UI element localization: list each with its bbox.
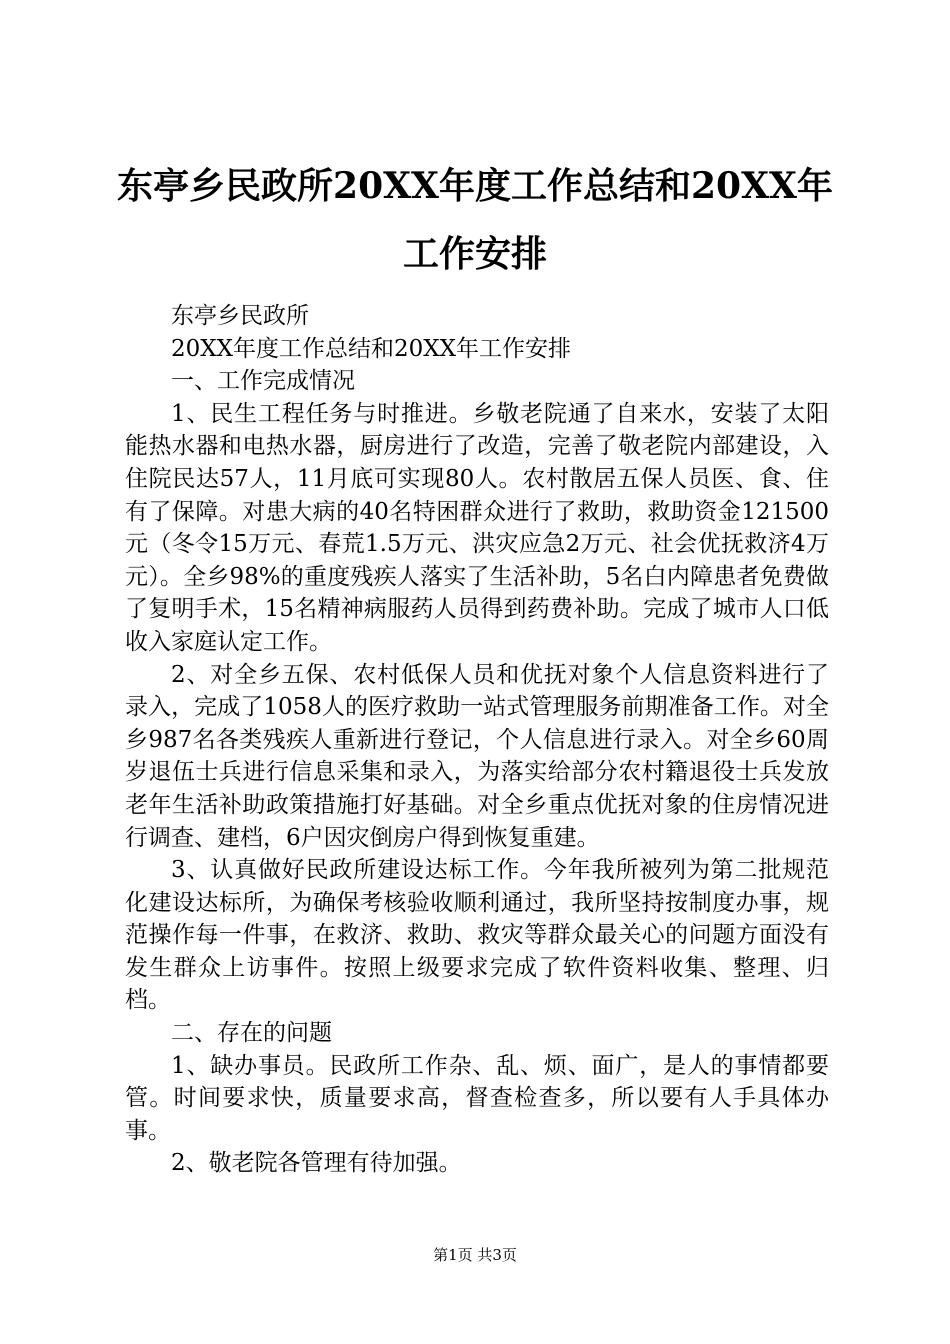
paragraph-org: 东亭乡民政所	[171, 303, 309, 329]
section-heading-problems: 二、存在的问题	[171, 1020, 332, 1047]
paragraph-item-2: 2、对全乡五保、农村低保人员和优抚对象个人信息资料进行了录入，完成了1058人的医疗救助一站式管理服务前期准备工作。对全乡987名各类残疾人重新进行登记，个人信息进行录入。对全乡60周岁退伍士兵进行信息采集和录入，为落实给部分农村籍退役士兵发放老年生活补助政策措施打好基础。对全乡重点优抚对象的住房情况进行调查、建档，6户因灾倒房户得到恢复重建。	[125, 661, 829, 851]
document-title: 东亭乡民政所20XX年度工作总结和20XX年工作安排	[117, 165, 833, 275]
page-footer: 第1页 共3页	[433, 1246, 517, 1264]
paragraph-problem-2: 2、敬老院各管理有待加强。	[171, 1150, 462, 1177]
document-body	[125, 300, 829, 1180]
paragraph-subtitle: 20XX年度工作总结和20XX年工作安排	[171, 335, 572, 362]
section-heading-completion: 一、工作完成情况	[171, 368, 355, 395]
paragraph-item-3: 3、认真做好民政所建设达标工作。今年我所被列为第二批规范化建设达标所，为确保考核验收顺利通过，我所坚持按制度办事，规范操作每一件事，在救济、救助、救灾等群众最关心的问题方面没有发生群众上访事件。按照上级要求完成了软件资料收集、整理、归档。	[125, 857, 829, 1014]
paragraph-item-1: 1、民生工程任务与时推进。乡敬老院通了自来水，安装了太阳能热水器和电热水器，厨房进行了改造，完善了敬老院内部建设，入住院民达57人，11月底可实现80人。农村散居五保人员医、食、住有了保障。对患大病的40名特困群众进行了救助，救助资金121500元（冬令15万元、春荒1.5万元、洪灾应急2万元、社会优抚救济4万元）。全乡98%的重度残疾人落实了生活补助，5名白内障患者免费做了复明手术，15名精神病服药人员得到药费补助。完成了城市人口低收入家庭认定工作。	[125, 400, 829, 655]
paragraph-problem-1: 1、缺办事员。民政所工作杂、乱、烦、面广，是人的事情都要管。时间要求快，质量要求高，督查检查多，所以要有人手具体办事。	[125, 1052, 829, 1144]
